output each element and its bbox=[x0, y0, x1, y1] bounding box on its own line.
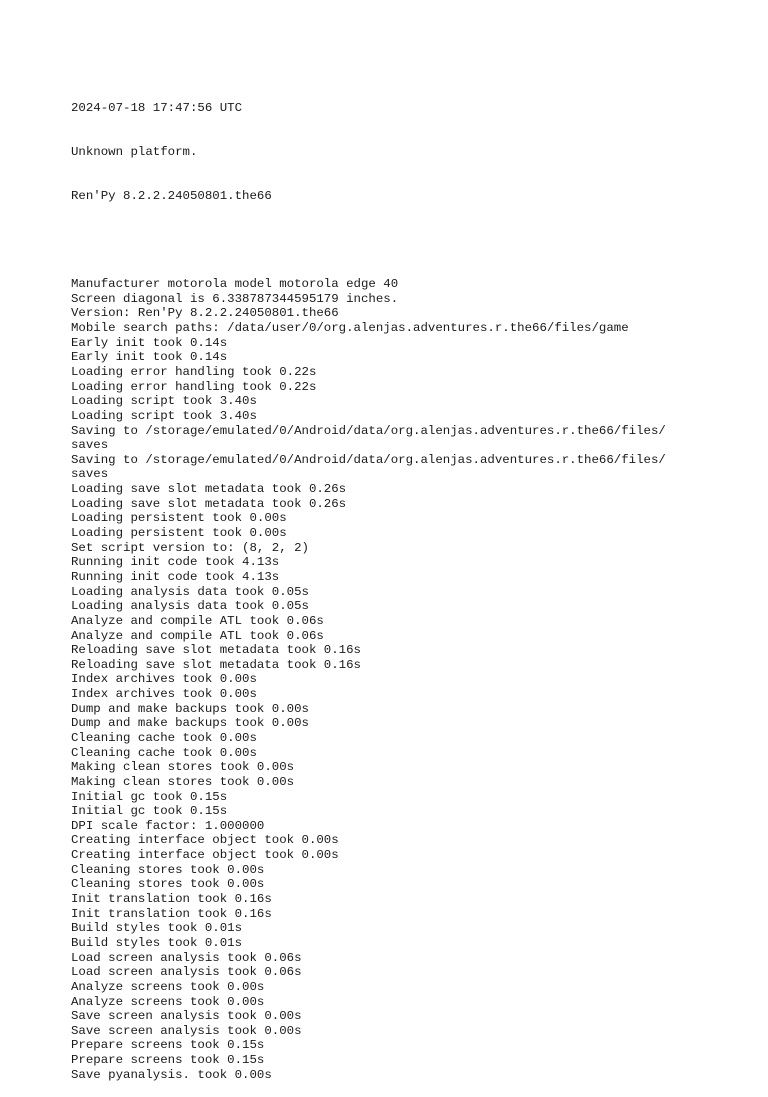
log-line: Saving to /storage/emulated/0/Android/data/org.alenjas.adventures.r.the66/files/ bbox=[71, 423, 666, 438]
log-line: Analyze and compile ATL took 0.06s bbox=[71, 613, 324, 628]
log-line: Making clean stores took 0.00s bbox=[71, 760, 295, 775]
log-line: Analyze screens took 0.00s bbox=[71, 994, 265, 1009]
log-line: Mobile search paths: /data/user/0/org.alenjas.adventures.r.the66/files/game bbox=[71, 321, 629, 336]
log-line: Save screen analysis took 0.00s bbox=[71, 1023, 302, 1038]
log-line: saves bbox=[71, 467, 109, 482]
log-line: Prepare screens took 0.15s bbox=[71, 1038, 265, 1053]
log-renpy-version: Ren'Py 8.2.2.24050801.the66 bbox=[71, 189, 272, 204]
log-lines bbox=[71, 277, 751, 1082]
log-platform: Unknown platform. bbox=[71, 145, 198, 160]
log-line: Initial gc took 0.15s bbox=[71, 789, 228, 804]
log-line: Screen diagonal is 6.338787344595179 inches. bbox=[71, 291, 399, 306]
log-line: Creating interface object took 0.00s bbox=[71, 833, 339, 848]
log-line: Initial gc took 0.15s bbox=[71, 804, 228, 819]
log-line: Set script version to: (8, 2, 2) bbox=[71, 540, 309, 555]
log-line: Reloading save slot metadata took 0.16s bbox=[71, 657, 361, 672]
log-line: Prepare screens took 0.15s bbox=[71, 1053, 265, 1068]
log-line: Version: Ren'Py 8.2.2.24050801.the66 bbox=[71, 306, 339, 321]
log-line: Manufacturer motorola model motorola edge 40 bbox=[71, 277, 399, 292]
log-line: Save pyanalysis. took 0.00s bbox=[71, 1067, 272, 1082]
log-line: Dump and make backups took 0.00s bbox=[71, 716, 309, 731]
log-line: Early init took 0.14s bbox=[71, 350, 228, 365]
log-line: Load screen analysis took 0.06s bbox=[71, 965, 302, 980]
log-line: Cleaning cache took 0.00s bbox=[71, 745, 257, 760]
log-line: saves bbox=[71, 438, 109, 453]
log-line: Index archives took 0.00s bbox=[71, 687, 257, 702]
log-line: DPI scale factor: 1.000000 bbox=[71, 818, 265, 833]
log-line: Running init code took 4.13s bbox=[71, 555, 280, 570]
log-line: Dump and make backups took 0.00s bbox=[71, 701, 309, 716]
log-line: Loading analysis data took 0.05s bbox=[71, 599, 309, 614]
log-line: Loading script took 3.40s bbox=[71, 408, 257, 423]
log-text bbox=[71, 72, 751, 1097]
log-line: Save screen analysis took 0.00s bbox=[71, 1009, 302, 1024]
log-line: Loading persistent took 0.00s bbox=[71, 526, 287, 541]
log-line: Loading error handling took 0.22s bbox=[71, 379, 317, 394]
blank-line bbox=[71, 233, 751, 248]
log-line: Early init took 0.14s bbox=[71, 335, 228, 350]
log-line: Loading script took 3.40s bbox=[71, 394, 257, 409]
log-line: Load screen analysis took 0.06s bbox=[71, 950, 302, 965]
log-line: Reloading save slot metadata took 0.16s bbox=[71, 643, 361, 658]
log-line: Init translation took 0.16s bbox=[71, 892, 272, 907]
log-line: Loading save slot metadata took 0.26s bbox=[71, 482, 347, 497]
log-line: Cleaning cache took 0.00s bbox=[71, 730, 257, 745]
log-line: Analyze screens took 0.00s bbox=[71, 979, 265, 994]
log-line: Loading analysis data took 0.05s bbox=[71, 584, 309, 599]
log-line: Running init code took 4.13s bbox=[71, 569, 280, 584]
log-line: Saving to /storage/emulated/0/Android/data/org.alenjas.adventures.r.the66/files/ bbox=[71, 452, 666, 467]
log-timestamp: 2024-07-18 17:47:56 UTC bbox=[71, 101, 243, 116]
log-line: Cleaning stores took 0.00s bbox=[71, 877, 265, 892]
log-line: Build styles took 0.01s bbox=[71, 935, 243, 950]
log-line: Creating interface object took 0.00s bbox=[71, 848, 339, 863]
log-line: Making clean stores took 0.00s bbox=[71, 774, 295, 789]
log-line: Loading persistent took 0.00s bbox=[71, 511, 287, 526]
log-line: Init translation took 0.16s bbox=[71, 906, 272, 921]
log-line: Cleaning stores took 0.00s bbox=[71, 862, 265, 877]
log-line: Analyze and compile ATL took 0.06s bbox=[71, 628, 324, 643]
log-line: Loading save slot metadata took 0.26s bbox=[71, 496, 347, 511]
log-line: Loading error handling took 0.22s bbox=[71, 364, 317, 379]
log-line: Index archives took 0.00s bbox=[71, 672, 257, 687]
log-line: Build styles took 0.01s bbox=[71, 921, 243, 936]
